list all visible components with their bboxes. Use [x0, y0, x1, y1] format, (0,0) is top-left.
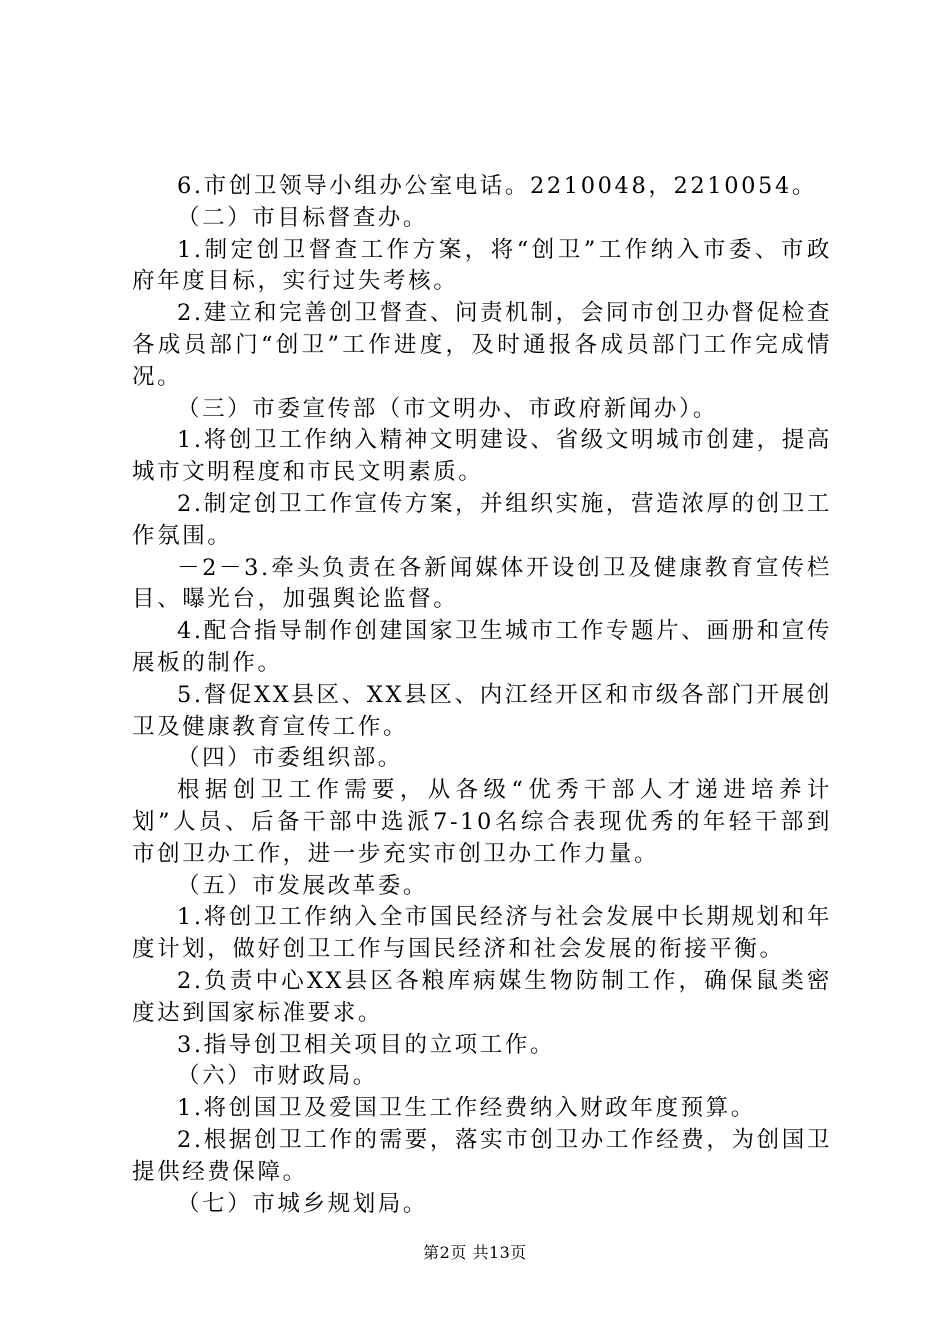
paragraph: 2.负责中心XX县区各粮库病媒生物防制工作，确保鼠类密度达到国家标准要求。	[132, 967, 832, 1026]
section-heading-7: （七）市城乡规划局。	[177, 1190, 429, 1217]
section-heading-2: （二）市目标督查办。	[177, 204, 429, 231]
paragraph: 2.根据创卫工作的需要，落实市创卫办工作经费，为创国卫提供经费保障。	[132, 1126, 832, 1185]
paragraph: 2.制定创卫工作宣传方案，并组织实施，营造浓厚的创卫工作氛围。	[132, 490, 832, 549]
section-heading-5: （五）市发展改革委。	[177, 872, 429, 899]
paragraph: －2－3.牵头负责在各新闻媒体开设创卫及健康教育宣传栏目、曝光台，加强舆论监督。	[132, 554, 832, 613]
section-heading-6: （六）市财政局。	[177, 1063, 378, 1090]
paragraph: 2.建立和完善创卫督查、问责机制，会同市创卫办督促检查各成员部门“创卫”工作进度，及时通报各成员部门工作完成情况。	[132, 300, 832, 390]
page-number-footer: 第2页 共13页	[423, 1243, 527, 1262]
paragraph: 4.配合指导制作创建国家卫生城市工作专题片、画册和宣传展板的制作。	[132, 618, 832, 676]
section-heading-3: （三）市委宣传部（市文明办、市政府新闻办）。	[177, 395, 718, 422]
paragraph: 根据创卫工作需要，从各级“优秀干部人才递进培养计划”人员、后备干部中选派7-10名综合表现优秀的年轻干部到市创卫办工作，进一步充实市创卫办工作力量。	[132, 777, 832, 867]
paragraph-phone: 6.市创卫领导小组办公室电话。2210048，2210054。	[177, 173, 817, 199]
paragraph: 1.制定创卫督查工作方案，将“创卫”工作纳入市委、市政府年度目标，实行过失考核。	[132, 236, 832, 295]
paragraph: 3.指导创卫相关项目的立项工作。	[177, 1031, 556, 1058]
section-heading-4: （四）市委组织部。	[177, 745, 403, 772]
paragraph: 1.将创卫工作纳入精神文明建设、省级文明城市创建，提高城市文明程度和市民文明素质。	[132, 427, 832, 486]
paragraph: 1.将创卫工作纳入全市国民经济与社会发展中长期规划和年度计划，做好创卫工作与国民经济和社会发展的衔接平衡。	[132, 904, 832, 963]
paragraph: 5.督促XX县区、XX县区、内江经开区和市级各部门开展创卫及健康教育宣传工作。	[132, 681, 832, 740]
document-body	[132, 171, 832, 1220]
paragraph: 1.将创国卫及爱国卫生工作经费纳入财政年度预算。	[177, 1095, 756, 1122]
